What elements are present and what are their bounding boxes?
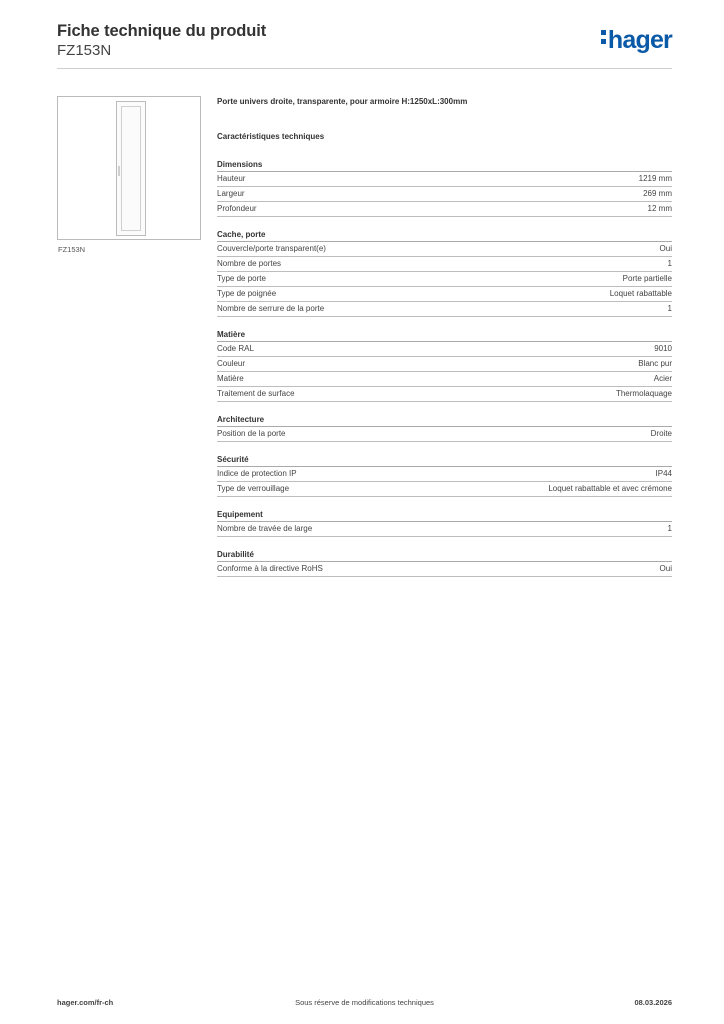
characteristics-panel [217, 96, 672, 577]
characteristics-sections [217, 159, 672, 577]
spec-value: Loquet rabattable et avec crémone [548, 484, 672, 493]
spec-value: IP44 [655, 469, 672, 478]
spec-label: Nombre de serrure de la porte [217, 304, 325, 313]
spec-section [217, 229, 672, 317]
characteristics-title: Caractéristiques techniques [217, 132, 325, 141]
door-glass-pane [121, 106, 141, 231]
product-reference: FZ153N [57, 42, 112, 59]
spec-value: 9010 [654, 344, 672, 353]
spec-section-title: Dimensions [217, 159, 672, 172]
spec-label: Indice de protection IP [217, 469, 297, 478]
spec-label: Code RAL [217, 344, 254, 353]
spec-value: 269 mm [643, 189, 672, 198]
spec-section-title: Equipement [217, 509, 672, 522]
product-image [57, 96, 201, 240]
spec-row [217, 187, 672, 202]
spec-row [217, 357, 672, 372]
spec-row [217, 287, 672, 302]
spec-label: Type de verrouillage [217, 484, 290, 493]
door-handle [118, 166, 120, 176]
spec-label: Matière [217, 374, 244, 383]
spec-section-title: Matière [217, 329, 672, 342]
hager-logo [601, 26, 672, 55]
spec-label: Largeur [217, 189, 245, 198]
spec-value: Thermolaquage [615, 389, 672, 398]
spec-row [217, 482, 672, 497]
spec-row [217, 522, 672, 537]
spec-section-title: Sécurité [217, 454, 672, 467]
spec-row [217, 172, 672, 187]
spec-row [217, 202, 672, 217]
page-title: Fiche technique du produit [57, 22, 267, 40]
spec-value: Acier [653, 374, 672, 383]
door-illustration-icon [116, 101, 146, 236]
spec-label: Traitement de surface [217, 389, 295, 398]
spec-row [217, 242, 672, 257]
spec-label: Position de la porte [217, 429, 286, 438]
footer-note: Sous réserve de modifications techniques [295, 998, 434, 1007]
spec-label: Type de poignée [217, 289, 277, 298]
spec-value: Droite [650, 429, 672, 438]
spec-section-title: Cache, porte [217, 229, 672, 242]
spec-section [217, 329, 672, 402]
spec-section [217, 414, 672, 442]
spec-label: Hauteur [217, 174, 246, 183]
spec-row [217, 342, 672, 357]
spec-label: Conforme à la directive RoHS [217, 564, 323, 573]
logo-dots-icon [601, 30, 606, 44]
spec-value: 12 mm [647, 204, 672, 213]
spec-value: 1 [667, 524, 672, 533]
spec-label: Couleur [217, 359, 246, 368]
spec-value: Loquet rabattable [609, 289, 672, 298]
spec-value: Blanc pur [638, 359, 672, 368]
spec-row [217, 302, 672, 317]
footer-date: 08.03.2026 [634, 998, 672, 1007]
spec-row [217, 372, 672, 387]
spec-value: Oui [659, 564, 672, 573]
spec-section-title: Durabilité [217, 549, 672, 562]
spec-section [217, 159, 672, 217]
spec-value: 1219 mm [638, 174, 672, 183]
product-description: Porte univers droite, transparente, pour armoire H:1250xL:300mm [217, 97, 468, 106]
logo-text: hager [607, 26, 672, 54]
spec-row [217, 427, 672, 442]
spec-label: Profondeur [217, 204, 257, 213]
spec-row [217, 467, 672, 482]
spec-section [217, 454, 672, 497]
spec-section-title: Architecture [217, 414, 672, 427]
header-divider [57, 68, 672, 69]
spec-row [217, 387, 672, 402]
spec-label: Couvercle/porte transparent(e) [217, 244, 326, 253]
spec-value: Porte partielle [622, 274, 672, 283]
spec-label: Nombre de portes [217, 259, 282, 268]
spec-value: Oui [659, 244, 672, 253]
spec-section [217, 509, 672, 537]
spec-label: Type de porte [217, 274, 266, 283]
footer-website: hager.com/fr-ch [57, 998, 114, 1007]
spec-row [217, 562, 672, 577]
spec-value: 1 [667, 259, 672, 268]
spec-row [217, 272, 672, 287]
spec-label: Nombre de travée de large [217, 524, 313, 533]
page-header [57, 22, 672, 59]
spec-row [217, 257, 672, 272]
product-image-caption: FZ153N [58, 245, 86, 254]
spec-value: 1 [667, 304, 672, 313]
spec-section [217, 549, 672, 577]
